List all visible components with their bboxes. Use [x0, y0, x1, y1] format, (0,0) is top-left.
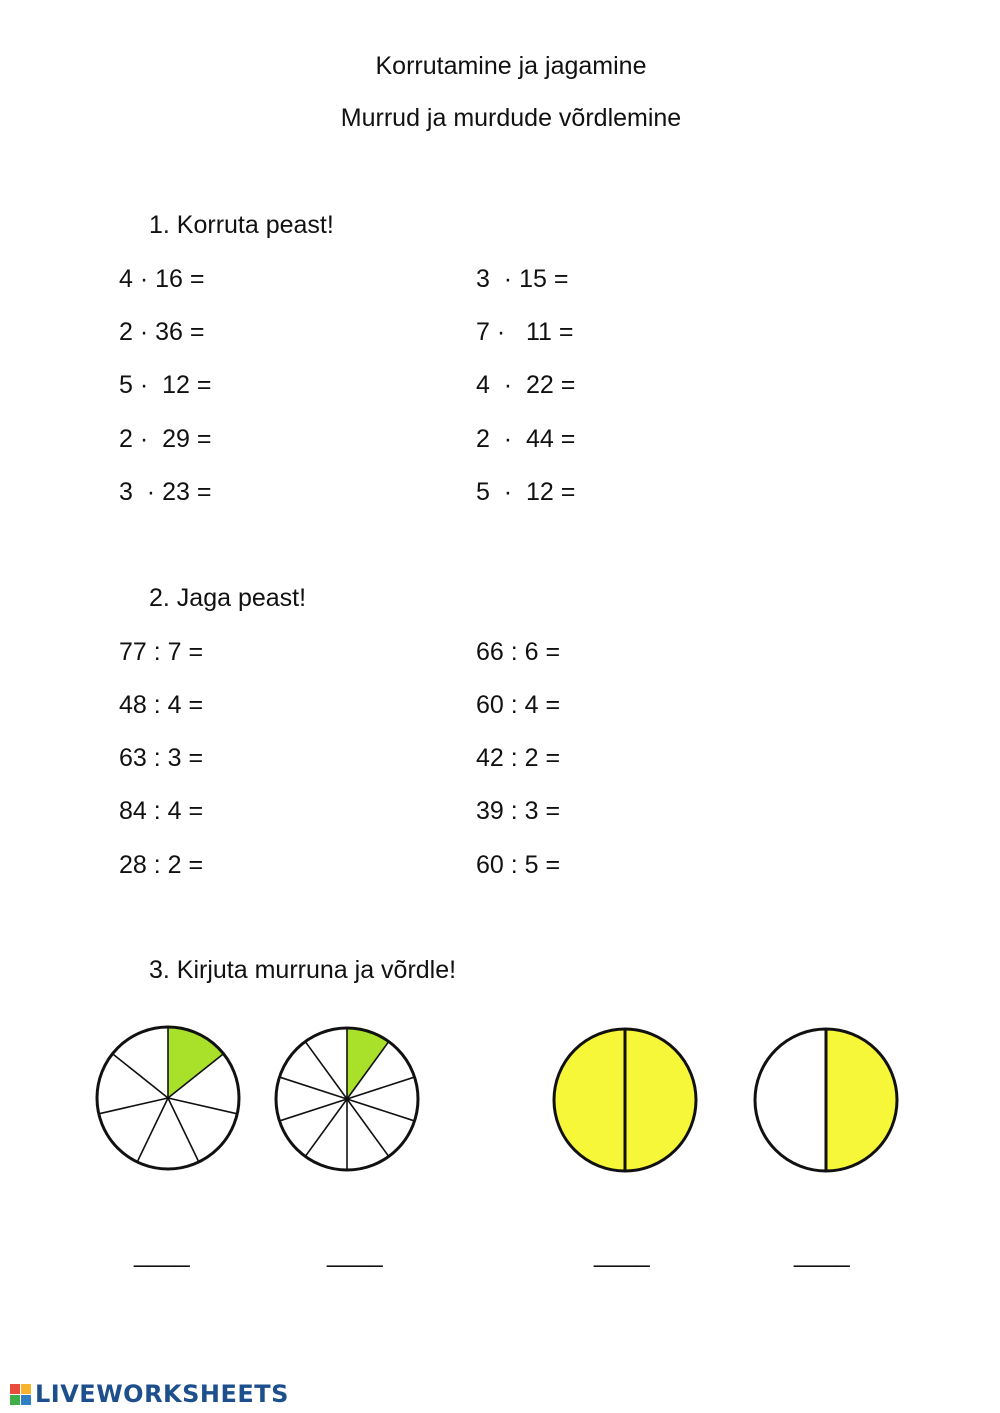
page-title: Korrutamine ja jagamine: [375, 52, 647, 80]
sector-divider: [168, 1098, 237, 1114]
sector-divider: [279, 1099, 347, 1121]
exercise-item: 42 : 2 =: [476, 744, 561, 772]
exercise-item: 4 · 22 =: [476, 371, 576, 399]
brand-logo: [10, 1380, 289, 1408]
shaded-sector: [826, 1029, 897, 1171]
exercise-item: 3 · 15 =: [476, 265, 569, 293]
sector-divider: [347, 1099, 389, 1156]
sector-divider: [305, 1042, 347, 1099]
sector-divider: [168, 1098, 199, 1162]
sector-divider: [137, 1098, 168, 1162]
sector-divider: [99, 1098, 168, 1114]
exercise-item: 39 : 3 =: [476, 797, 561, 825]
exercise-item: 5 · 12 =: [119, 371, 212, 399]
section2-heading: 2. Jaga peast!: [149, 584, 307, 612]
shaded-sector: [554, 1029, 625, 1171]
exercise-item: 60 : 4 =: [476, 691, 561, 719]
exercise-item: 3 · 23 =: [119, 478, 212, 506]
exercise-item: 28 : 2 =: [119, 851, 204, 879]
exercise-item: 2 · 29 =: [119, 425, 212, 453]
sector-divider: [347, 1099, 415, 1121]
exercise-item: 5 · 12 =: [476, 478, 576, 506]
exercise-item: 48 : 4 =: [119, 691, 204, 719]
exercise-item: 7 · 11 =: [476, 318, 574, 346]
section1-heading: 1. Korruta peast!: [149, 211, 334, 239]
exercise-item: 84 : 4 =: [119, 797, 204, 825]
exercise-item: 2 · 36 =: [119, 318, 205, 346]
fraction-circle: [276, 1028, 418, 1170]
fraction-circle: [97, 1027, 239, 1169]
brand-name: LIVEWORKSHEETS: [35, 1380, 289, 1408]
sector-divider: [112, 1054, 168, 1098]
exercise-item: 4 · 16 =: [119, 265, 205, 293]
answer-blank[interactable]: ____: [327, 1240, 383, 1268]
exercise-item: 66 : 6 =: [476, 638, 561, 666]
answer-blank[interactable]: ____: [594, 1240, 650, 1268]
shaded-sector: [625, 1029, 696, 1171]
fraction-circle: [755, 1029, 897, 1171]
sector-divider: [305, 1099, 347, 1156]
fraction-circle: [554, 1029, 696, 1171]
shaded-sector: [168, 1027, 224, 1098]
section3-heading: 3. Kirjuta murruna ja võrdle!: [149, 956, 457, 984]
exercise-item: 63 : 3 =: [119, 744, 204, 772]
sector-divider: [279, 1077, 347, 1099]
logo-mark-icon: [10, 1384, 31, 1405]
answer-blank[interactable]: ____: [794, 1240, 850, 1268]
answer-blank[interactable]: ____: [134, 1240, 190, 1268]
page-subtitle: Murrud ja murdude võrdlemine: [340, 104, 682, 132]
exercise-item: 60 : 5 =: [476, 851, 561, 879]
exercise-item: 77 : 7 =: [119, 638, 204, 666]
exercise-item: 2 · 44 =: [476, 425, 576, 453]
